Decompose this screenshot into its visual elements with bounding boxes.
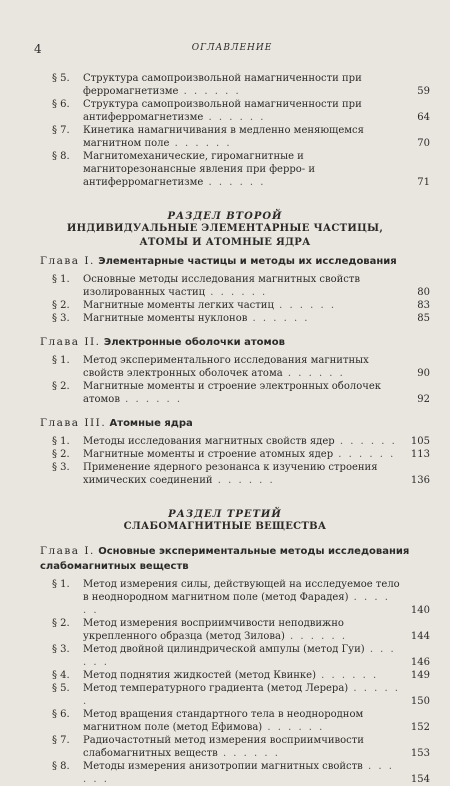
section-number: § 1.: [52, 274, 70, 285]
leader-dots: . . . . . .: [217, 748, 280, 759]
leader-dots: . . . . . .: [83, 761, 394, 785]
part-label: РАЗДЕЛ ТРЕТИЙ: [168, 509, 282, 520]
page-ref: 105: [410, 436, 430, 447]
section-number: § 5.: [52, 73, 70, 84]
toc-entry: [52, 669, 430, 682]
page-header: [34, 42, 430, 56]
toc-entry: [52, 617, 430, 643]
leader-dots: . . . . . .: [273, 300, 337, 311]
leader-dots: . . . . . .: [203, 177, 266, 188]
section-title: Магнитомеханические, гиромагнитные и магниторезонансные явления при ферро- и антиферромагнетизме . . . . . .: [83, 151, 315, 188]
page-ref: 136: [410, 475, 430, 486]
chapter-label: Глава III.: [40, 417, 107, 429]
spacer: [0, 487, 450, 509]
section-number: § 3.: [52, 462, 70, 473]
section-title: Кинетика намагничивания в медленно меняющемся магнитном поле . . . . . .: [83, 125, 364, 149]
section-title: Структура самопроизвольной намагниченности при антиферромагнетизме . . . . . .: [83, 99, 362, 123]
section-title: Метод поднятия жидкостей (метод Квинке) . . . . . .: [83, 670, 379, 681]
chapter-heading: [40, 254, 430, 269]
leader-dots: . . . . . .: [83, 592, 390, 616]
section-number: § 2.: [52, 449, 70, 460]
section-title: Применение ядерного резонанса к изучению строения химических соединений . . . . . .: [83, 462, 378, 486]
chapter-heading: [40, 544, 430, 574]
section-title: Магнитные моменты и строение электронных оболочек атомов . . . . . .: [83, 381, 381, 405]
toc-entry: [52, 461, 430, 487]
running-head: ОГЛАВЛЕНИЕ: [191, 43, 273, 53]
section-number: § 7.: [52, 735, 70, 746]
chapter-heading: [40, 416, 430, 431]
page-ref: 80: [417, 287, 430, 298]
section-title: Метод измерения силы, действующей на исследуемое тело в неоднородном магнитном поле (метод Фарадея) . . . . . .: [83, 579, 400, 616]
leader-dots: . . . . . .: [169, 138, 232, 149]
leader-dots: . . . . . .: [334, 436, 397, 447]
section-number: § 7.: [52, 125, 70, 136]
section-title: Метод двойной цилиндрической ампулы (метод Гуи) . . . . . .: [83, 644, 396, 668]
part-title: ИНДИВИДУАЛЬНЫЕ ЭЛЕМЕНТАРНЫЕ ЧАСТИЦЫ,: [66, 223, 384, 234]
leader-dots: . . . . . .: [282, 368, 345, 379]
section-number: § 3.: [52, 644, 70, 655]
toc-entry: [52, 124, 430, 150]
page-ref: 90: [417, 368, 430, 379]
section-title: Радиочастотный метод измерения восприимчивости слабомагнитных веществ . . . . . .: [83, 735, 364, 759]
page-ref: 144: [410, 631, 430, 642]
page-ref: 71: [417, 177, 430, 188]
page-ref: 146: [410, 657, 430, 668]
leader-dots: . . . . . .: [247, 313, 310, 324]
toc-entry: [52, 354, 430, 380]
toc-entry: [52, 682, 430, 708]
page-ref: 154: [410, 774, 430, 785]
toc-entry: [52, 760, 430, 786]
page-ref: 59: [417, 86, 430, 97]
toc-entry: [52, 448, 430, 461]
toc-entry: [52, 708, 430, 734]
toc-entry: [52, 273, 430, 299]
leader-dots: . . . . . .: [316, 670, 379, 681]
section-number: § 1.: [52, 436, 70, 447]
leader-dots: . . . . . .: [178, 86, 241, 97]
toc-entry: [52, 380, 430, 406]
part-title: АТОМЫ И АТОМНЫЕ ЯДРА: [139, 237, 311, 248]
chapter-label: Глава II.: [40, 336, 101, 348]
chapter-heading: [40, 335, 430, 350]
leader-dots: . . . . . .: [119, 394, 183, 405]
page-ref: 70: [417, 138, 430, 149]
chapter-title: Элементарные частицы и методы их исследования: [98, 256, 397, 267]
section-number: § 2.: [52, 618, 70, 629]
toc-entry: [52, 98, 430, 124]
section-title: Метод вращения стандартного тела в неоднородном магнитном поле (метод Ефимова) . . . . . .: [83, 709, 364, 733]
section-number: § 6.: [52, 709, 70, 720]
section-number: § 6.: [52, 99, 70, 110]
section-number: § 8.: [52, 761, 70, 772]
page-ref: 83: [417, 300, 430, 311]
section-title: Методы исследования магнитных свойств ядер . . . . . .: [83, 436, 397, 447]
toc-entry: [52, 734, 430, 760]
spacer: [0, 325, 450, 335]
toc-entry: [52, 435, 430, 448]
chapter-title: Электронные оболочки атомов: [103, 337, 285, 348]
leader-dots: . . . . . .: [83, 644, 396, 668]
section-number: § 5.: [52, 683, 70, 694]
page-ref: 152: [410, 722, 430, 733]
section-number: § 8.: [52, 151, 70, 162]
section-title: Магнитные моменты и строение атомных ядер . . . . . .: [83, 449, 396, 460]
page-ref: 92: [417, 394, 430, 405]
section-number: § 4.: [52, 670, 70, 681]
spacer: [0, 534, 450, 544]
table-of-contents: [0, 72, 450, 786]
section-number: § 3.: [52, 313, 70, 324]
toc-entry: [52, 72, 430, 98]
section-title: Методы измерения анизотропии магнитных свойств . . . . . .: [83, 761, 394, 785]
section-number: § 2.: [52, 381, 70, 392]
toc-entry: [52, 643, 430, 669]
chapter-label: Глава I.: [40, 545, 95, 557]
leader-dots: . . . . . .: [203, 112, 266, 123]
section-title: Магнитные моменты нуклонов . . . . . .: [83, 313, 310, 324]
section-title: Метод температурного градиента (метод Лерера) . . . . . .: [83, 683, 400, 707]
section-title: Метод экспериментального исследования магнитных свойств электронных оболочек атома . . . . . .: [83, 355, 369, 379]
section-number: § 1.: [52, 355, 70, 366]
part-title: СЛАБОМАГНИТНЫЕ ВЕЩЕСТВА: [123, 521, 327, 532]
spacer: [0, 189, 450, 211]
toc-entry: [52, 578, 430, 617]
section-title: Магнитные моменты легких частиц . . . . . .: [83, 300, 337, 311]
section-number: § 2.: [52, 300, 70, 311]
leader-dots: . . . . . .: [262, 722, 325, 733]
page-ref: 153: [410, 748, 430, 759]
chapter-title: Атомные ядра: [109, 418, 193, 429]
toc-entry: [52, 312, 430, 325]
leader-dots: . . . . . .: [83, 683, 400, 707]
page-ref: 113: [410, 449, 430, 460]
chapter-label: Глава I.: [40, 255, 95, 267]
leader-dots: . . . . . .: [205, 287, 268, 298]
leader-dots: . . . . . .: [284, 631, 348, 642]
leader-dots: . . . . . .: [212, 475, 275, 486]
page-ref: 85: [417, 313, 430, 324]
section-title: Метод измерения восприимчивости неподвижно укрепленного образца (метод Зилова) . . . . . .: [83, 618, 348, 642]
page-ref: 149: [410, 670, 430, 681]
page-ref: 64: [417, 112, 430, 123]
section-number: § 1.: [52, 579, 70, 590]
toc-entry: [52, 299, 430, 312]
part-label: РАЗДЕЛ ВТОРОЙ: [167, 211, 283, 222]
toc-entry: [52, 150, 430, 189]
chapter-title: Основные экспериментальные методы исследования слабомагнитных веществ: [40, 546, 410, 572]
page-ref: 150: [410, 696, 430, 707]
page-ref: 140: [410, 605, 430, 616]
section-title: Основные методы исследования магнитных свойств изолированных частиц . . . . . .: [83, 274, 361, 298]
section-title: Структура самопроизвольной намагниченности при ферромагнетизме . . . . . .: [83, 73, 362, 97]
page-number: 4: [34, 42, 42, 56]
spacer: [0, 406, 450, 416]
leader-dots: . . . . . .: [333, 449, 396, 460]
